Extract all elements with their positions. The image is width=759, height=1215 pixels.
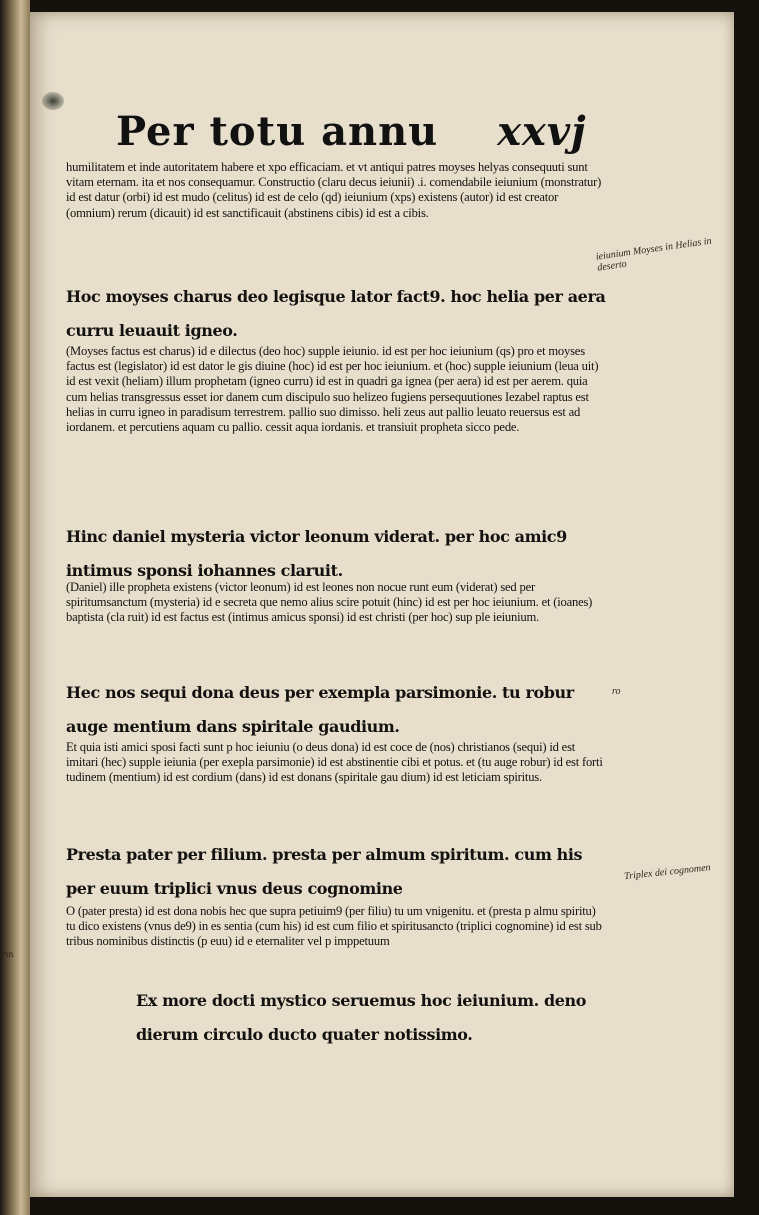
gloss-block-3: (Daniel) ille propheta existens (victor leonum) id est leones non nocue runt eum (viderat) sed per spiritumsanctum (mysteria) id e secreta que nemo alius scire potuit (hinc) id est per hoc ieiunium. et (ioanes) baptista (cla ruit) id est factus est (intimus amicus sponsi) id est christi (per hoc) sup ple ieiunium. xyxy=(66,580,593,625)
left-margin-fragment: rin xyxy=(2,950,14,959)
verse-block-4: Presta pater per filium. presta per almum spiritum. cum his per euum triplici vnus deus cognomine xyxy=(66,845,583,898)
gloss-block-1: humilitatem et inde autoritatem habere et xpo efficaciam. et vt antiqui patres moyses helyas consequuti sunt vitam eternam. ita et nos consequamur. Constructio (claru decus ieiunii) .i. comendabile ieiunium (monstratur) id est datur (orbi) id est mudo (celitus) id est de celo (qd) ieiunium (xps) existens (autor) id est creator (omnium) rerum (dicauit) id est sanctificauit (abstinens cibis) id est a cibis. xyxy=(66,160,602,220)
marginal-note-2: ro xyxy=(612,686,621,697)
verse-block-5: Ex more docti mystico seruemus hoc ieiunium. deno dierum circulo ducto quater notissimo. xyxy=(136,991,587,1044)
folio-number: xxvj xyxy=(497,108,587,155)
heading-title: Per totu annu xyxy=(116,108,439,155)
gloss-block-5: O (pater presta) id est dona nobis hec que supra petiuim9 (per filiu) tu um vnigenitu. et (presta p almu spiritu) tu dico existens (vnus de9) in es sentia (cum his) id est cum filio et spiritusancto (triplici cognomine) id est sub tribus nominibus distinctis (p euu) id e eternaliter vel p imppetuum xyxy=(66,904,602,949)
verse-block-1: Hoc moyses charus deo legisque lator fact9. hoc helia per aera curru leuauit igneo. xyxy=(66,287,606,340)
verse-block-3: Hec nos sequi dona deus per exempla parsimonie. tu robur auge mentium dans spiritale gaudium. xyxy=(66,683,574,736)
left-page-edge xyxy=(0,0,30,1215)
gloss-block-4: Et quia isti amici sposi facti sunt p hoc ieiuniu (o deus dona) id est coce de (nos) christianos (sequi) id est imitari (hec) supple ieiunia (per exepla parsimonie) id est abstinentie cibi et potus. et (tu auge robur) id est forti tudinem (mentium) id est cordium (dans) id est donans (spiritale gau dium) id est leticiam spiritus. xyxy=(66,740,603,785)
gloss-block-2: (Moyses factus est charus) id e dilectus (deo hoc) supple ieiunio. id est per hoc ieiunium (qs) pro et moyses factus est (legislator) id est dator le gis diuine (hoc) id est per hoc ieiunium. et (hoc) supple ieiunium (leua uit) id est vexit (heliam) illum prophetam (igneo curru) id est in quadri ga ignea (per aera) id est per aerem. quia cum helias transgressus esset ior danem cum discipulo suo helizeo fugiens persequutiones Iezabel raptus est helias in curru igneo in paradisum terrestrem. pallio suo dimisso. heli zeus aut pallio leuato reuersus est ad iordanem. et percutiens aquam cu pallio. cessit aqua iordanis. et transiuit propheta sicco pede. xyxy=(66,344,599,435)
verse-block-2: Hinc daniel mysteria victor leonum viderat. per hoc amic9 intimus sponsi iohannes claruit. xyxy=(66,527,567,580)
ink-stain xyxy=(42,92,64,110)
marginal-note-3: Triplex dei cognomen xyxy=(623,862,712,883)
page-heading xyxy=(116,108,587,155)
marginal-note-1: ieiunium Moyses in Helias in deserto xyxy=(595,235,713,274)
